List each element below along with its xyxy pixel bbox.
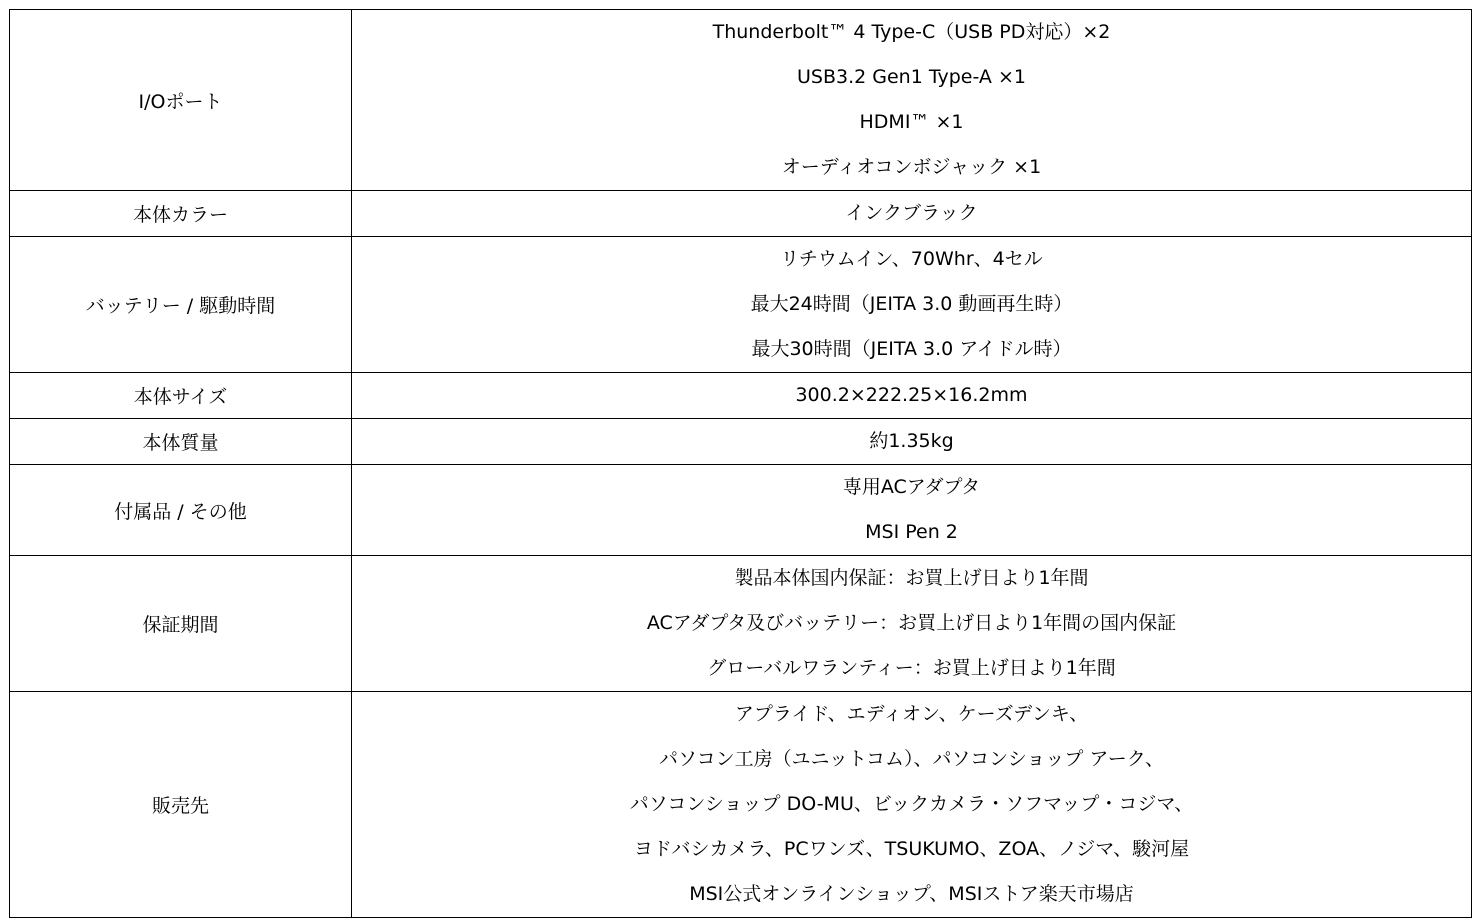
spec-value: グローバルワランティー：お買上げ日より1年間 bbox=[707, 657, 1116, 679]
spec-value: Thunderbolt™ 4 Type-C（USB PD対応）×2 bbox=[712, 21, 1111, 43]
spec-value: MSI Pen 2 bbox=[865, 521, 958, 543]
spec-row-warranty bbox=[10, 556, 1472, 692]
spec-value: パソコンショップ DO-MU、ビックカメラ・ソフマップ・コジマ、 bbox=[629, 793, 1194, 815]
spec-value: 最大30時間（JEITA 3.0 アイドル時） bbox=[751, 338, 1072, 360]
spec-label: 付属品 / その他 bbox=[114, 500, 247, 523]
spec-label-cell bbox=[10, 465, 352, 556]
spec-label-cell bbox=[10, 237, 352, 373]
spec-label: 本体サイズ bbox=[133, 386, 228, 408]
spec-value: オーディオコンボジャック ×1 bbox=[781, 156, 1042, 178]
spec-value: アプライド、エディオン、ケーズデンキ、 bbox=[734, 703, 1089, 725]
spec-value: インクブラック bbox=[845, 202, 978, 224]
spec-row-body-color bbox=[10, 191, 1472, 237]
spec-label: 本体カラー bbox=[132, 204, 228, 226]
spec-value: リチウムイン、70Whr、4セル bbox=[780, 248, 1043, 270]
spec-row-battery bbox=[10, 237, 1472, 373]
spec-value-cell bbox=[352, 10, 1472, 191]
spec-row-io-ports bbox=[10, 10, 1472, 191]
spec-value-cell bbox=[352, 556, 1472, 692]
spec-value: MSI公式オンラインショップ、MSIストア楽天市場店 bbox=[689, 883, 1134, 905]
spec-row-accessories bbox=[10, 465, 1472, 556]
spec-value: ヨドバシカメラ、PCワンズ、TSUKUMO、ZOA、ノジマ、駿河屋 bbox=[633, 838, 1190, 860]
spec-label-cell bbox=[10, 191, 352, 237]
spec-label-cell bbox=[10, 419, 352, 465]
spec-label-cell bbox=[10, 692, 352, 918]
spec-label: 本体質量 bbox=[142, 432, 219, 454]
spec-value: 製品本体国内保証：お買上げ日より1年間 bbox=[734, 567, 1089, 589]
spec-value: 専用ACアダプタ bbox=[842, 476, 981, 498]
spec-value: ACアダプタ及びバッテリー：お買上げ日より1年間の国内保証 bbox=[646, 612, 1177, 634]
spec-value-cell bbox=[352, 692, 1472, 918]
spec-value: 約1.35kg bbox=[869, 430, 954, 452]
spec-value-cell bbox=[352, 237, 1472, 373]
spec-value: USB3.2 Gen1 Type-A ×1 bbox=[797, 66, 1026, 88]
spec-label: I/Oポート bbox=[138, 90, 223, 113]
spec-value-cell bbox=[352, 191, 1472, 237]
spec-value-cell bbox=[352, 373, 1472, 419]
spec-label-cell bbox=[10, 373, 352, 419]
spec-value-cell bbox=[352, 419, 1472, 465]
spec-value-cell bbox=[352, 465, 1472, 556]
spec-row-body-weight bbox=[10, 419, 1472, 465]
spec-table bbox=[9, 9, 1472, 918]
spec-row-retailers bbox=[10, 692, 1472, 918]
spec-label: 販売先 bbox=[151, 795, 209, 817]
spec-row-body-size bbox=[10, 373, 1472, 419]
spec-value: 最大24時間（JEITA 3.0 動画再生時） bbox=[750, 293, 1073, 315]
spec-label-cell bbox=[10, 556, 352, 692]
spec-value: HDMI™ ×1 bbox=[859, 111, 964, 133]
spec-label: 保証期間 bbox=[142, 614, 219, 636]
spec-label-cell bbox=[10, 10, 352, 191]
spec-value: 300.2×222.25×16.2mm bbox=[795, 384, 1028, 406]
spec-label: バッテリー / 駆動時間 bbox=[85, 295, 276, 317]
spec-value: パソコン工房（ユニットコム）、パソコンショップ アーク、 bbox=[658, 748, 1165, 770]
